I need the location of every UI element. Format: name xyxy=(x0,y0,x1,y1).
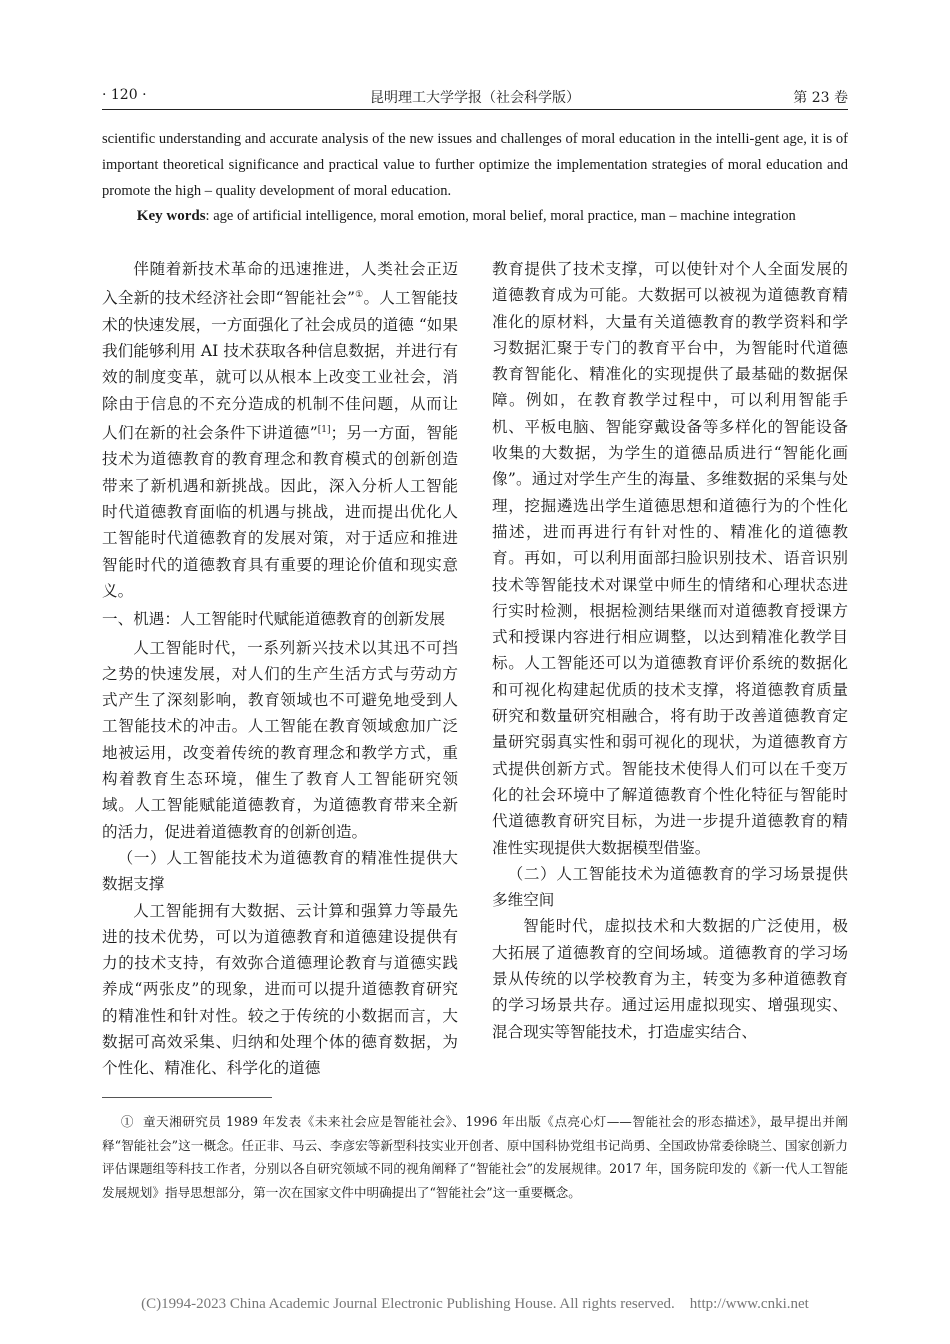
abstract-continuation: scientific understanding and accurate analysis of the new issues and challenges of moral education in the intelli-gent age, it is of important theoretical significance and practical value to further optimize the implementation strategies of moral education and promote the high – quality development of moral education. xyxy=(102,131,848,199)
paragraph: 人工智能时代，一系列新兴技术以其迅不可挡之势的快速发展，对人们的生产生活方式与劳动方式产生了深刻影响，教育领域也不可避免地受到人工智能技术的冲击。人工智能在教育领域愈加广泛地被运用，改变着传统的教育理念和教学方式，重构着教育生态环境，催生了教育人工智能研究领域。人工智能赋能道德教育，为道德教育带来全新的活力，促进着道德教育的创新创造。 xyxy=(102,638,458,841)
paragraph: 人工智能拥有大数据、云计算和强算力等最先进的技术优势，可以为道德教育和道德建设提供有力的技术支持，有效弥合道德理论教育与道德实践养成“两张皮”的现象，进而可以提升道德教育研究的精准性和针对性。较之于传统的小数据而言，大数据可高效采集、归纳和处理个体的德育数据，为个性化、精准化、科学化的道德 xyxy=(102,901,458,1078)
volume-label: 第 23 卷 xyxy=(793,90,848,106)
citation-ref[interactable]: [1] xyxy=(317,424,331,435)
copyright-footer: (C)1994-2023 China Academic Journal Electronic Publishing House. All rights reserved. http://www.cnki.net xyxy=(141,1296,809,1312)
footnote xyxy=(102,1110,848,1204)
subsection-heading-1: （一）人工智能技术为道德教育的精准性提供大数据支撑 xyxy=(102,848,458,894)
right-column xyxy=(492,256,848,1045)
section-heading-1: 一、机遇：人工智能时代赋能道德教育的创新发展 xyxy=(102,610,446,629)
paragraph: 智能时代，虚拟技术和大数据的广泛使用，极大拓展了道德教育的空间场域。道德教育的学习场景从传统的以学校教育为主，转变为多种道德教育的学习场景共存。通过运用虚拟现实、增强现实、混合现实等智能技术，打造虚实结合、 xyxy=(492,917,848,1041)
keywords-label: Key words xyxy=(136,208,206,224)
header-rule xyxy=(102,109,848,110)
subsection-heading-2: （二）人工智能技术为道德教育的学习场景提供多维空间 xyxy=(492,864,848,910)
keywords: : age of artificial intelligence, moral emotion, moral belief, moral practice, man – machine integration xyxy=(205,208,796,224)
keywords-line xyxy=(102,203,848,229)
left-column xyxy=(102,256,458,1082)
footnote-text: 童天湘研究员 1989 年发表《未来社会应是智能社会》、1996 年出版《点亮心灯——智能社会的形态描述》，最早提出并阐释“智能社会”这一概念。任正非、马云、李彦宏等新型科技实业开创者、原中国科协党组书记尚勇、全国政协常委徐晓兰、国家创新力评估课题组等科技工作者，分别以各自研究领域不同的视角阐释了“智能社会”的发展规律。2017 年，国务院印发的《新一代人工智能发展规划》指导思想部分，第一次在国家文件中明确提出了“智能社会”这一重要概念。 xyxy=(102,1114,848,1200)
page-number: · 120 · xyxy=(102,87,147,103)
footnote-mark: ① xyxy=(120,1114,134,1129)
paragraph-continuation: 教育提供了技术支撑，可以使针对个人全面发展的道德教育成为可能。大数据可以被视为道德教育精准化的原材料，大量有关道德教育的教学资料和学习数据汇聚于专门的教育平台中，为智能时代道德教育智能化、精准化的实现提供了最基础的数据保障。例如，在教育教学过程中，可以利用智能手机、平板电脑、智能穿戴设备等多样化的智能设备收集的大数据，为学生的道德品质进行“智能化画像”。通过对学生产生的海量、多维数据的采集与处理，挖掘遴选出学生道德思想和道德行为的个性化描述，进而再进行有针对性的、精准化的道德教育。再如，可以利用面部扫脸识别技术、语音识别技术等智能技术对课堂中师生的情绪和心理状态进行实时检测，根据检测结果继而对道德教育授课方式和授课内容进行相应调整，以达到精准化教学目标。人工智能还可以为道德教育评价系统的数据化和可视化构建起优质的技术支撑，将道德教育质量研究和数量研究相融合，将有助于改善道德教育定量研究弱真实性和弱可视化的现状，为道德教育方式提供创新方式。智能技术使得人们可以在千变万化的社会环境中了解道德教育个性化特征与智能时代道德教育研究目标，为进一步提升道德教育的精准性实现提供大数据模型借鉴。 xyxy=(492,260,848,857)
running-header xyxy=(102,80,848,110)
journal-title: 昆明理工大学学报（社会科学版） xyxy=(370,90,580,106)
footnote-rule xyxy=(102,1097,272,1098)
footnote-ref[interactable]: ① xyxy=(354,290,364,301)
paragraph-intro: 伴随着新技术革命的迅速推进，人类社会正迈入全新的技术经济社会即“智能社会”①。人工智能技术的快速发展，一方面强化了社会成员的道德 “如果我们能够利用 AI 技术获取各种信息数据，并进行有效的制度变革，就可以从根本上改变工业社会，消除由于信息的不充分造成的机制不佳问题，从而让人们在新的社会条件下讲道德”[1]；另一方面，智能技术为道德教育的教育理念和教育模式的创新创造带来了新机遇和新挑战。因此，深入分析人工智能时代道德教育面临的机遇与挑战，进而提出优化人工智能时代道德教育的发展对策，对于适应和推进智能时代的道德教育具有重要的理论价值和现实意义。 xyxy=(102,260,458,600)
